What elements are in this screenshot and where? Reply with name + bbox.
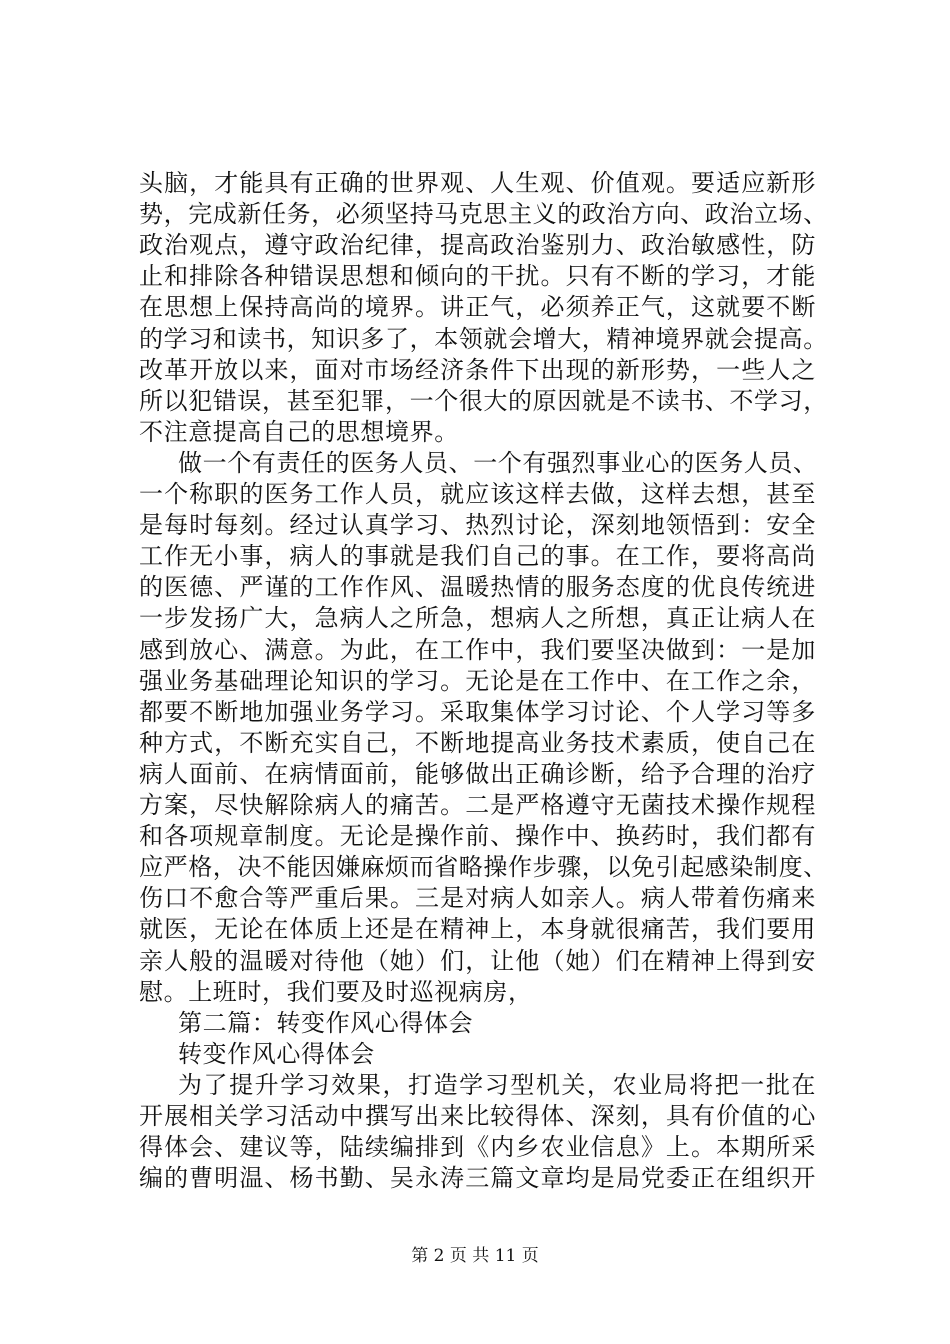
body-line: 编的曹明温、杨书勤、吴永涛三篇文章均是局党委正在组织开 [139,1164,816,1192]
page-number-footer: 第 2 页 共 11 页 [411,1246,539,1266]
body-line: 慰。上班时，我们要及时巡视病房， [139,978,533,1006]
body-line: 强业务基础理论知识的学习。无论是在工作中、在工作之余， [139,667,816,695]
paragraph-first-line: 为了提升学习效果，打造学习型机关，农业局将把一批在 [178,1071,816,1099]
body-line: 头脑，才能具有正确的世界观、人生观、价值观。要适应新形 [139,169,816,197]
body-line: 一步发扬广大，急病人之所急，想病人之所想，真正让病人在 [139,604,816,632]
paragraph-first-line: 做一个有责任的医务人员、一个有强烈事业心的医务人员、 [178,449,818,477]
body-line: 的医德、严谨的工作作风、温暖热情的服务态度的优良传统进 [139,573,816,601]
body-line: 不注意提高自己的思想境界。 [139,418,459,446]
body-line: 的学习和读书，知识多了，本领就会增大，精神境界就会提高。 [139,325,828,353]
body-line: 病人面前、在病情面前，能够做出正确诊断，给予合理的治疗 [139,760,816,788]
body-line: 应严格，决不能因嫌麻烦而省略操作步骤，以免引起感染制度、 [139,853,828,881]
body-line: 都要不断地加强业务学习。采取集体学习讨论、个人学习等多 [139,698,816,726]
body-line: 一个称职的医务工作人员，就应该这样去做，这样去想，甚至 [139,480,816,508]
body-line: 伤口不愈合等严重后果。三是对病人如亲人。病人带着伤痛来 [139,884,816,912]
body-line: 工作无小事，病人的事就是我们自己的事。在工作，要将高尚 [139,542,816,570]
body-line: 和各项规章制度。无论是操作前、操作中、换药时，我们都有 [139,822,816,850]
body-line: 是每时每刻。经过认真学习、热烈讨论，深刻地领悟到：安全 [139,511,816,539]
body-line: 改革开放以来，面对市场经济条件下出现的新形势，一些人之 [139,356,816,384]
body-line: 种方式，不断充实自己，不断地提高业务技术素质，使自己在 [139,729,816,757]
body-line: 势，完成新任务，必须坚持马克思主义的政治方向、政治立场、 [139,200,828,228]
section-subheading: 转变作风心得体会 [178,1040,375,1068]
body-line: 就医，无论在体质上还是在精神上，本身就很痛苦，我们要用 [139,915,816,943]
section-heading: 第二篇：转变作风心得体会 [178,1009,474,1037]
body-line: 开展相关学习活动中撰写出来比较得体、深刻，具有价值的心 [139,1102,816,1130]
body-line: 止和排除各种错误思想和倾向的干扰。只有不断的学习，才能 [139,262,816,290]
body-line: 所以犯错误，甚至犯罪，一个很大的原因就是不读书、不学习， [139,387,828,415]
body-line: 在思想上保持高尚的境界。讲正气，必须养正气，这就要不断 [139,293,816,321]
body-line: 亲人般的温暖对待他（她）们，让他（她）们在精神上得到安 [139,947,816,975]
body-line: 政治观点，遵守政治纪律，提高政治鉴别力、政治敏感性，防 [139,231,816,259]
body-line: 方案，尽快解除病人的痛苦。二是严格遵守无菌技术操作规程 [139,791,816,819]
body-line: 感到放心、满意。为此，在工作中，我们要坚决做到：一是加 [139,636,816,664]
body-line: 得体会、建议等，陆续编排到《内乡农业信息》上。本期所采 [139,1133,816,1161]
